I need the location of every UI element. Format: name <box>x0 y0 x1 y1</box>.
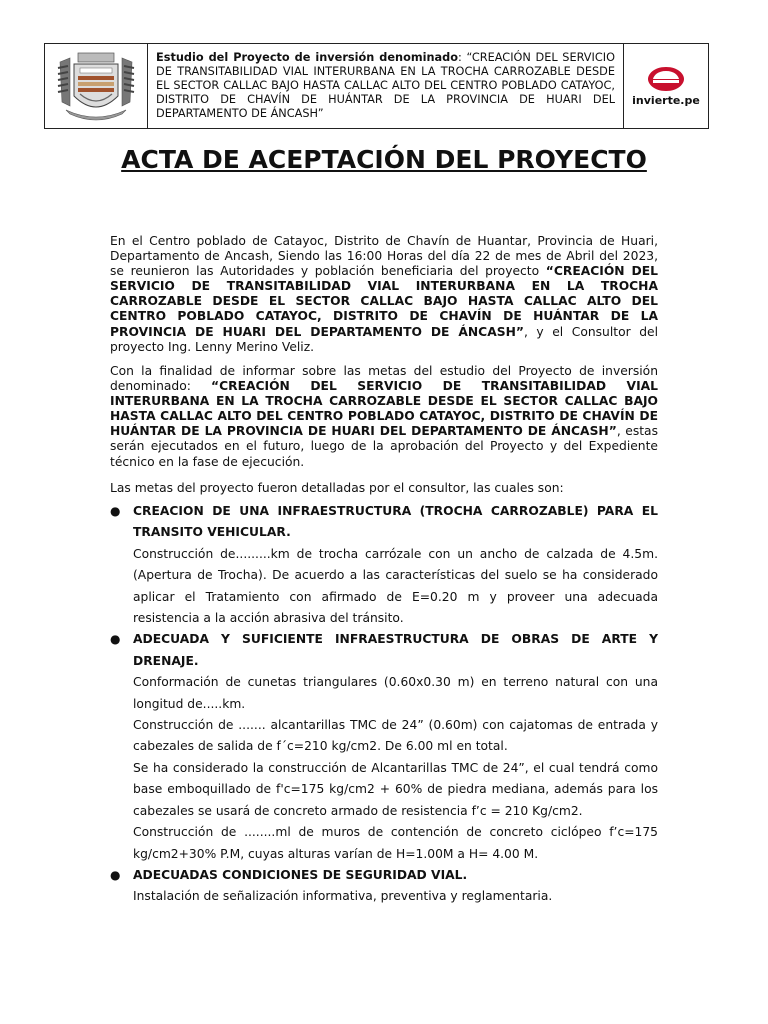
goal-detail: Construcción de.........km de trocha carrózale con un ancho de calzada de 4.5m. (Apertura de Trocha). De acuerdo a las características del suelo se ha considerado aplicar el Tratamiento con afirmado de E=0.20 m y proveer una adecuada resistencia a la acción abrasiva del tránsito. <box>133 546 658 626</box>
goal-item <box>110 865 658 908</box>
bullet-icon: ● <box>110 867 121 882</box>
p1-lead: En el Centro poblado de Catayoc, Distrito de Chavín de Huantar, Provincia de Huari, Departamento de Ancash, Siendo las 16:00 Horas del día 22 de mes de Abril del 2023, se reunieron las Autoridades y población beneficiaria del proyecto <box>110 234 658 279</box>
goal-detail: Instalación de señalización informativa, preventiva y reglamentaria. <box>133 889 553 904</box>
goal-item <box>110 629 658 864</box>
header-study-text <box>148 44 624 128</box>
header-logo-cell <box>45 44 148 128</box>
goal-item <box>110 501 658 629</box>
goal-heading: ADECUADA Y SUFICIENTE INFRAESTRUCTURA DE OBRAS DE ARTE Y DRENAJE. <box>133 632 658 668</box>
goal-heading: ADECUADAS CONDICIONES DE SEGURIDAD VIAL. <box>133 867 468 882</box>
goal-detail: Construcción de ....... alcantarillas TMC de 24” (0.60m) con cajatomas de entrada y cabezales de salida de f´c=210 kg/cm2. De 6.00 ml en total. <box>133 718 658 754</box>
header-study-label: Estudio del Proyecto de inversión denominado <box>156 51 458 64</box>
paragraph-purpose <box>110 364 658 470</box>
invierte-logo-icon <box>646 65 686 93</box>
bullet-icon: ● <box>110 632 121 647</box>
p2-project-name: “CREACIÓN DEL SERVICIO DE TRANSITABILIDAD VIAL INTERURBANA EN LA TROCHA CARROZABLE DESDE EL SECTOR CALLAC BAJO HASTA CALLAC ALTO DEL CENTRO POBLADO CATAYOC, DISTRITO DE CHAVÍN DE HUÁNTAR DE LA PROVINCIA DE HUARI DEL DEPARTAMENTO DE ÁNCASH” <box>110 379 659 439</box>
header-study-description: : “CREACIÓN DEL SERVICIO DE TRANSITABILIDAD VIAL INTERURBANA EN LA TROCHA CARROZABLE DESDE EL SECTOR CALLAC BAJO HASTA CALLAC ALTO DEL CENTRO POBLADO CATAYOC, DISTRITO DE CHAVÍN DE HUÁNTAR DE LA PROVINCIA DE HUARI DEL DEPARTAMENTO DE ÁNCASH” <box>156 51 615 121</box>
goal-detail: Conformación de cunetas triangulares (0.60x0.30 m) en terreno natural con una longitud de.....km. <box>133 675 658 711</box>
header-brand-cell <box>624 44 708 128</box>
p1-tail: , y el Consultor del proyecto Ing. Lenny Merino Veliz. <box>110 324 659 354</box>
goal-detail: Se ha considerado la construcción de Alcantarillas TMC de 24”, el cual tendrá como base emboquillado de f'c=175 kg/cm2 + 60% de piedra mediana, además para los cabezales se usará de concreto armado de resistencia f’c = 210 Kg/cm2. <box>133 760 658 818</box>
goal-detail: Construcción de ........ml de muros de contención de concreto ciclópeo f’c=175 kg/cm2+30% P.M, cuyas alturas varían de H=1.00M a H= 4.00 M. <box>133 825 658 861</box>
p1-project-name: “CREACIÓN DEL SERVICIO DE TRANSITABILIDAD VIAL INTERURBANA EN LA TROCHA CARROZABLE DESDE EL SECTOR CALLAC BAJO HASTA CALLAC ALTO DEL CENTRO POBLADO CATAYOC, DISTRITO DE CHAVÍN DE HUÁNTAR DE LA PROVINCIA DE HUARI DEL DEPARTAMENTO DE ÁNCASH” <box>110 264 658 339</box>
paragraph-goals-intro: Las metas del proyecto fueron detalladas por el consultor, las cuales son: <box>110 481 564 495</box>
p2-tail: , estas serán ejecutados en el futuro, luego de la aprobación del Proyecto y del Expediente técnico en la fase de ejecución. <box>110 424 659 469</box>
p2-lead: Con la finalidad de informar sobre las metas del estudio del Proyecto de inversión denominado: <box>110 364 658 394</box>
chavin-crest-icon <box>56 48 136 124</box>
goals-list <box>110 501 658 908</box>
paragraph-meeting <box>110 234 658 355</box>
bullet-icon: ● <box>110 504 121 518</box>
header-table <box>44 43 709 129</box>
brand-text: invierte.pe <box>632 94 700 107</box>
goal-heading: CREACION DE UNA INFRAESTRUCTURA (TROCHA CARROZABLE) PARA EL TRANSITO VEHICULAR. <box>133 504 658 540</box>
document-title: ACTA DE ACEPTACIÓN DEL PROYECTO <box>121 145 647 174</box>
